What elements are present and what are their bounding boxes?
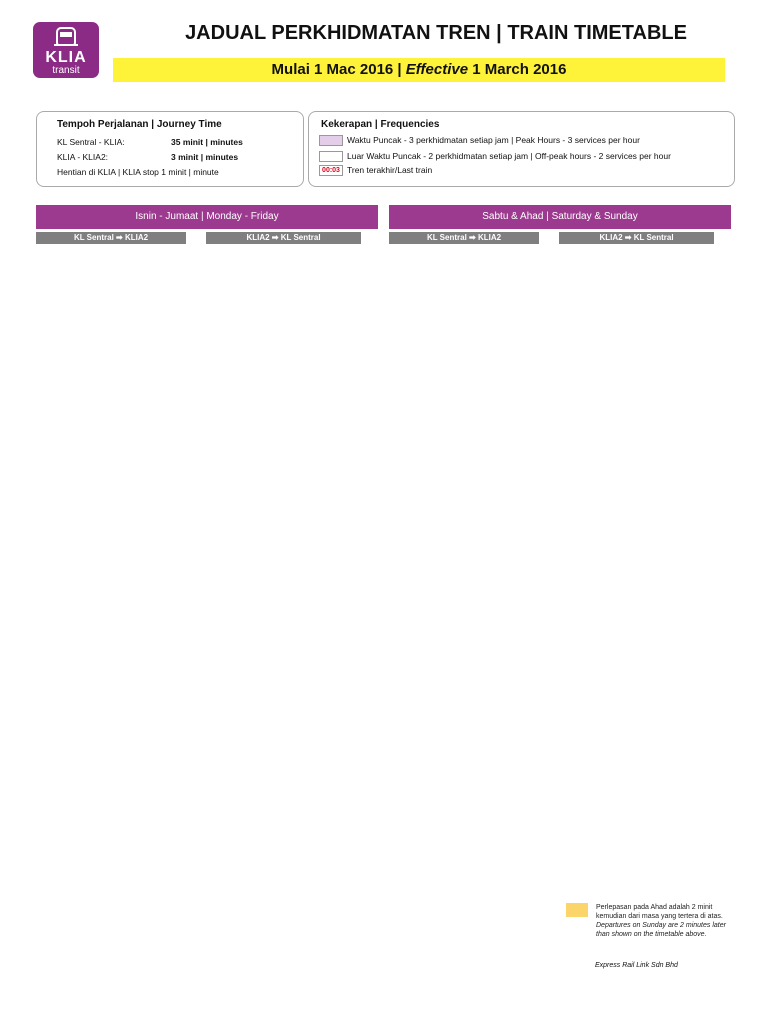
journey-row-value: 3 minit | minutes [171, 152, 239, 162]
frequencies-box [308, 111, 735, 187]
page-title: JADUAL PERKHIDMATAN TREN | TRAIN TIMETABLE [185, 22, 687, 44]
journey-time-box [36, 111, 304, 187]
logo-text: KLIA [45, 49, 87, 66]
journey-row-label: KLIA - KLIA2: [57, 152, 109, 162]
weekend-header: Sabtu & Ahad | Saturday & Sunday [389, 205, 731, 229]
direction-label: KL Sentral ➡ KLIA2 [36, 232, 186, 244]
journey-time-title: Tempoh Perjalanan | Journey Time [57, 119, 222, 130]
note-ms: Perlepasan pada Ahad adalah 2 minit kemudian dari masa yang tertera di atas. [596, 904, 723, 920]
weekday-panel [36, 205, 378, 302]
last-train-swatch: 00:03 [319, 165, 343, 176]
footer-company: Express Rail Link Sdn Bhd [595, 962, 678, 969]
logo-subtext: transit [52, 65, 80, 76]
journey-row-label: KL Sentral - KLIA: [57, 137, 125, 147]
train-icon [56, 27, 76, 46]
sunday-note [566, 903, 736, 939]
effective-date-banner: Mulai 1 Mac 2016 | Effective 1 March 2016 [113, 58, 725, 82]
offpeak-swatch [319, 151, 343, 162]
frequency-label: Tren terakhir/Last train [347, 165, 433, 175]
journey-row-value: 35 minit | minutes [171, 137, 243, 147]
frequency-label: Waktu Puncak - 3 perkhidmatan setiap jam | Peak Hours - 3 services per hour [347, 135, 640, 145]
sunday-swatch [566, 903, 588, 917]
direction-label: KLIA2 ➡ KL Sentral [206, 232, 361, 244]
journey-row-label: Hentian di KLIA | KLIA stop 1 minit | minute [57, 167, 219, 177]
weekend-panel [389, 205, 731, 302]
peak-swatch [319, 135, 343, 146]
klia-transit-logo [33, 22, 99, 78]
note-en: Departures on Sunday are 2 minutes later than shown on the timetable above. [596, 922, 726, 938]
direction-label: KLIA2 ➡ KL Sentral [559, 232, 714, 244]
frequencies-title: Kekerapan | Frequencies [321, 119, 440, 130]
weekday-header: Isnin - Jumaat | Monday - Friday [36, 205, 378, 229]
direction-label: KL Sentral ➡ KLIA2 [389, 232, 539, 244]
frequency-label: Luar Waktu Puncak - 2 perkhidmatan setiap jam | Off-peak hours - 2 services per hour [347, 151, 671, 161]
